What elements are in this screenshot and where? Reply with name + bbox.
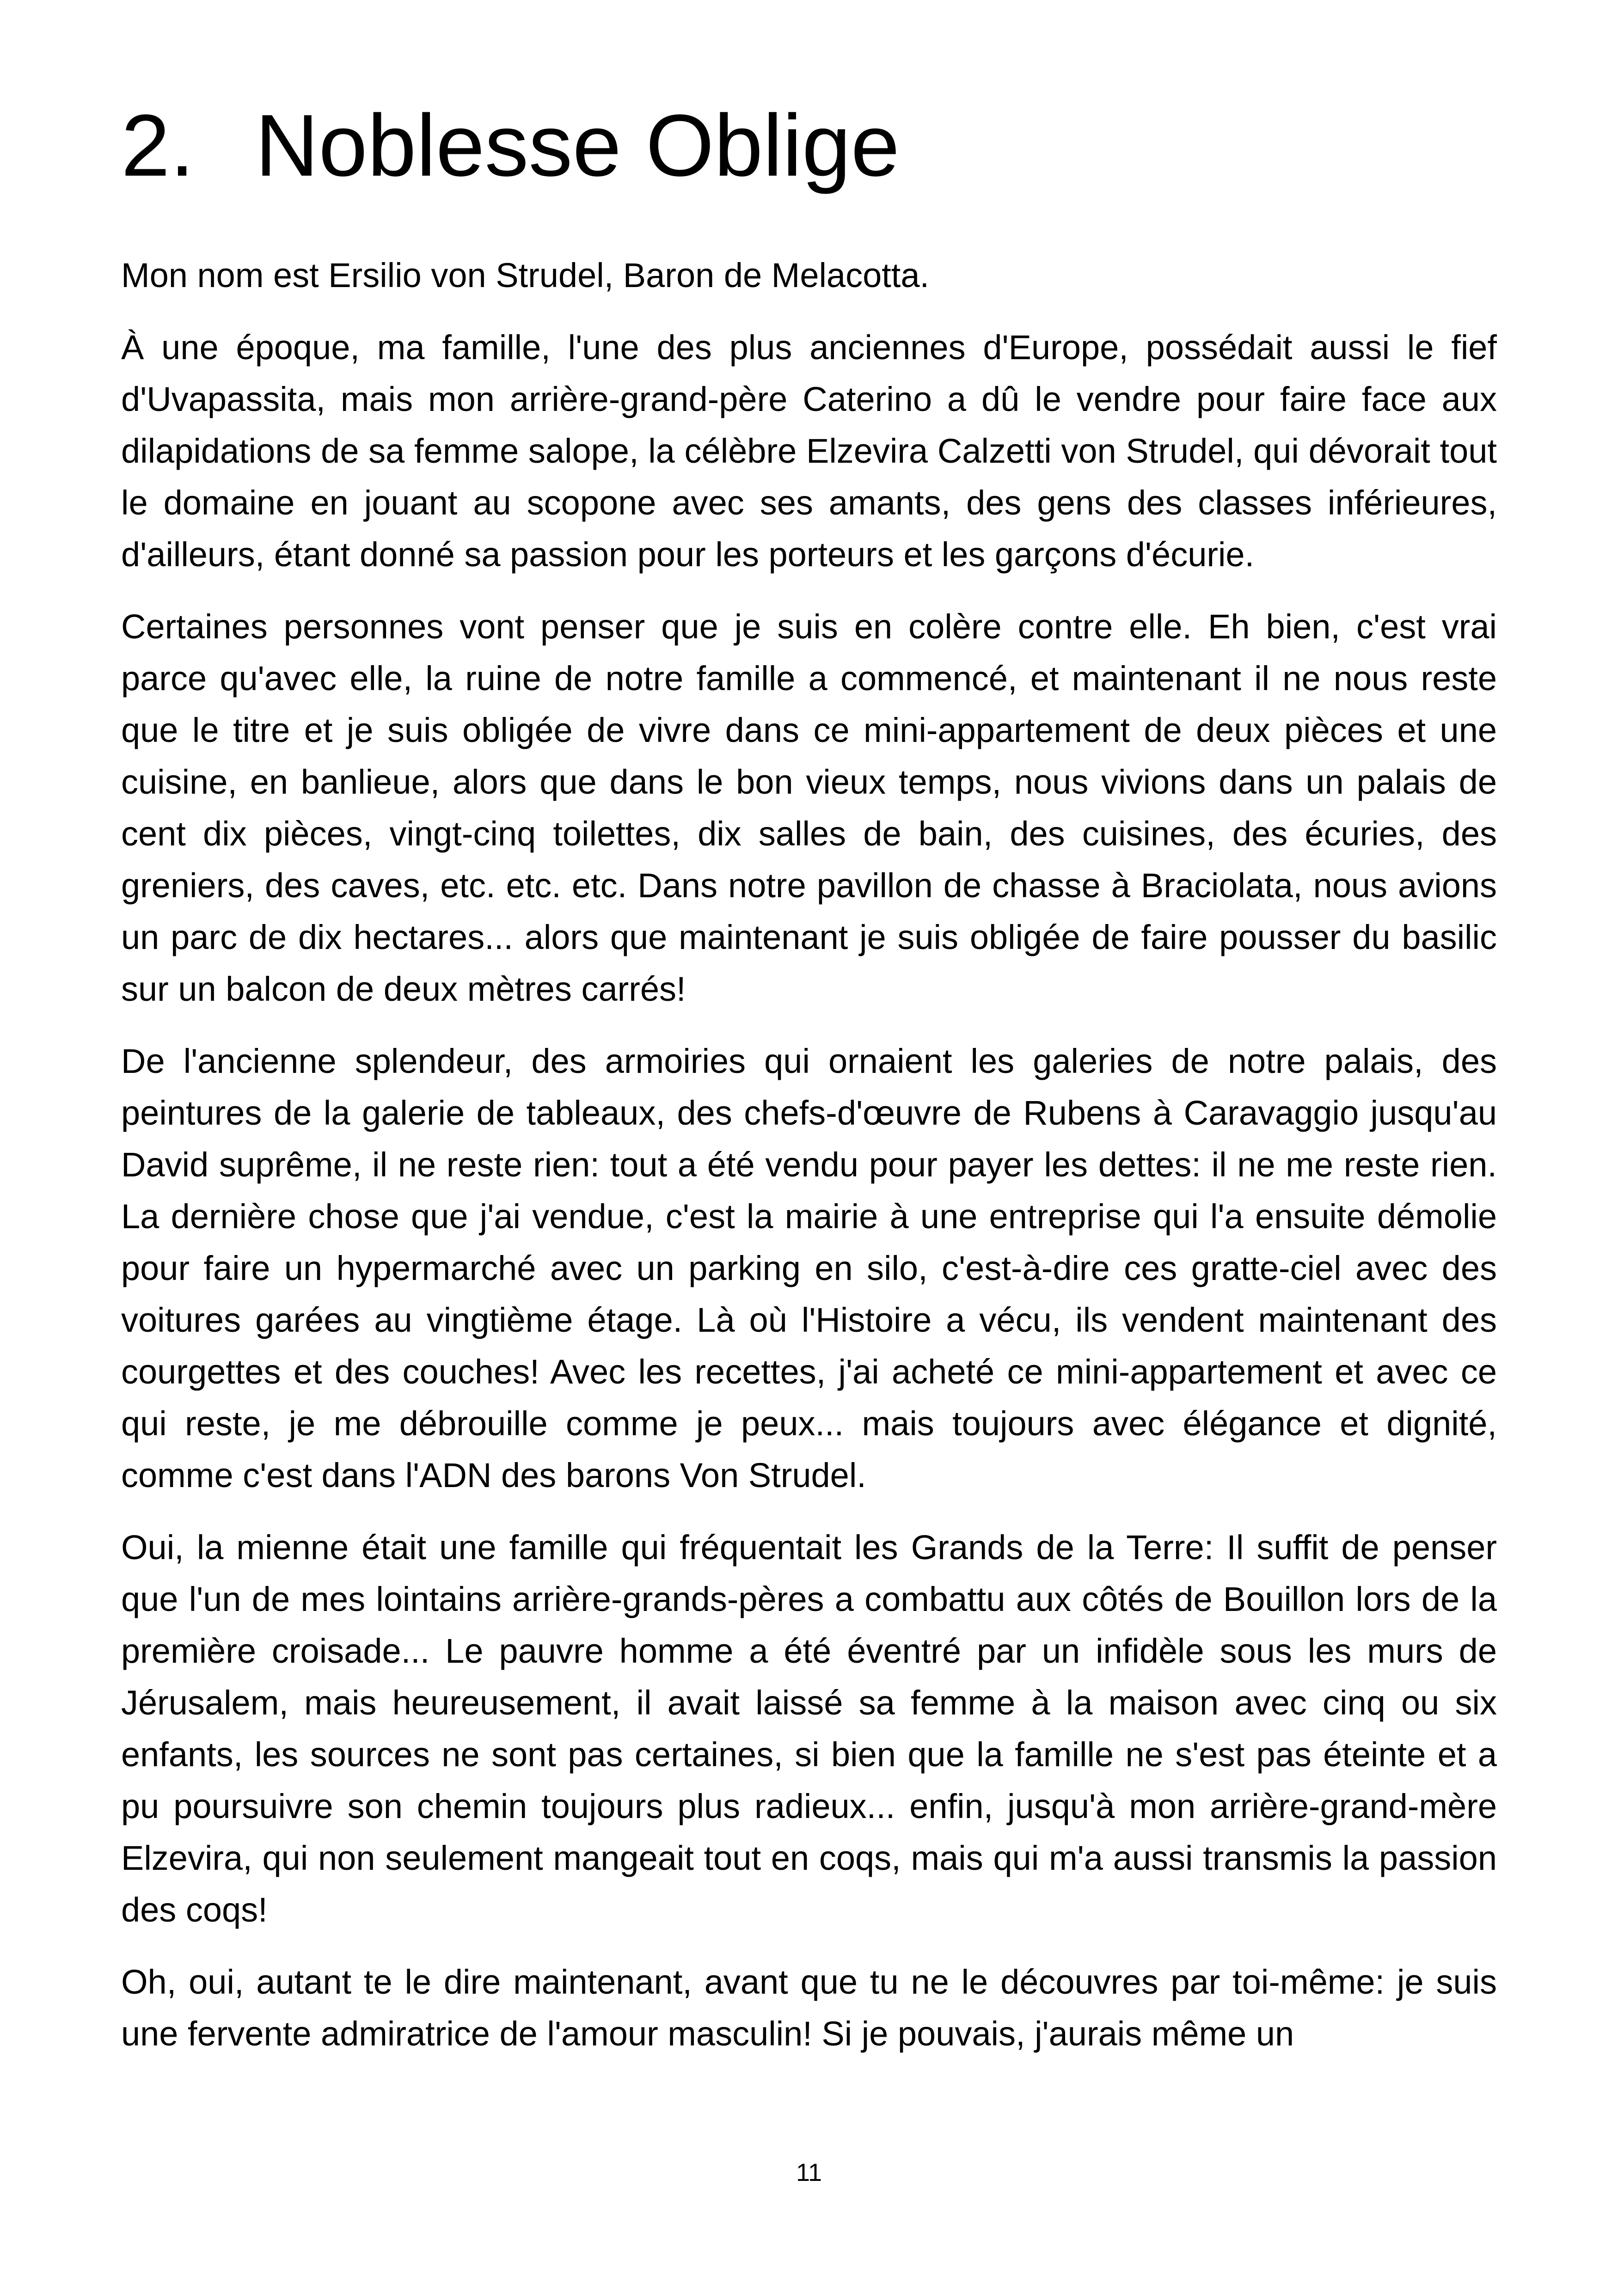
page-number: 11: [796, 2159, 822, 2186]
paragraph: Oh, oui, autant te le dire maintenant, avant que tu ne le découvres par toi-même: je suis une fervente admiratrice de l'amour masculin! Si je pouvais, j'aurais même un: [121, 1963, 1497, 2053]
chapter-title: Noblesse Oblige: [255, 97, 900, 195]
document-page: [121, 0, 1497, 2296]
chapter-heading: [121, 90, 900, 201]
chapter-body: [121, 250, 1497, 2080]
paragraph: De l'ancienne splendeur, des armoiries qui ornaient les galeries de notre palais, des peintures de la galerie de tableaux, des chefs-d'œuvre de Rubens à Caravaggio jusqu'au David suprême, il ne reste rien: tout a été vendu pour payer les dettes: il ne me reste rien. La dernière chose que j'ai vendue, c'est la mairie à une entreprise qui l'a ensuite démolie pour faire un hypermarché avec un parking en silo, c'est-à-dire ces gratte-ciel avec des voitures garées au vingtième étage. Là où l'Histoire a vécu, ils vendent maintenant des courgettes et des couches! Avec les recettes, j'ai acheté ce mini-appartement et avec ce qui reste, je me débrouille comme je peux... mais toujours avec élégance et dignité, comme c'est dans l'ADN des barons Von Strudel.: [121, 1042, 1497, 1494]
paragraph: À une époque, ma famille, l'une des plus anciennes d'Europe, possédait aussi le fief d'Uvapassita, mais mon arrière-grand-père Caterino a dû le vendre pour faire face aux dilapidations de sa femme salope, la célèbre Elzevira Calzetti von Strudel, qui dévorait tout le domaine en jouant au scopone avec ses amants, des gens des classes inférieures, d'ailleurs, étant donné sa passion pour les porteurs et les garçons d'écurie.: [121, 328, 1497, 574]
chapter-number: 2.: [121, 97, 195, 195]
paragraph: Certaines personnes vont penser que je suis en colère contre elle. Eh bien, c'est vrai parce qu'avec elle, la ruine de notre famille a commencé, et maintenant il ne nous reste que le titre et je suis obligée de vivre dans ce mini-appartement de deux pièces et une cuisine, en banlieue, alors que dans le bon vieux temps, nous vivions dans un palais de cent dix pièces, vingt-cinq toilettes, dix salles de bain, des cuisines, des écuries, des greniers, des caves, etc. etc. etc. Dans notre pavillon de chasse à Braciolata, nous avions un parc de dix hectares... alors que maintenant je suis obligée de faire pousser du basilic sur un balcon de deux mètres carrés!: [121, 607, 1497, 1008]
paragraph: Oui, la mienne était une famille qui fréquentait les Grands de la Terre: Il suffit de penser que l'un de mes lointains arrière-grands-pères a combattu aux côtés de Bouillon lors de la première croisade... Le pauvre homme a été éventré par un infidèle sous les murs de Jérusalem, mais heureusement, il avait laissé sa femme à la maison avec cinq ou six enfants, les sources ne sont pas certaines, si bien que la famille ne s'est pas éteinte et a pu poursuivre son chemin toujours plus radieux... enfin, jusqu'à mon arrière-grand-mère Elzevira, qui non seulement mangeait tout en coqs, mais qui m'a aussi transmis la passion des coqs!: [121, 1528, 1497, 1929]
paragraph: Mon nom est Ersilio von Strudel, Baron de Melacotta.: [121, 256, 930, 294]
